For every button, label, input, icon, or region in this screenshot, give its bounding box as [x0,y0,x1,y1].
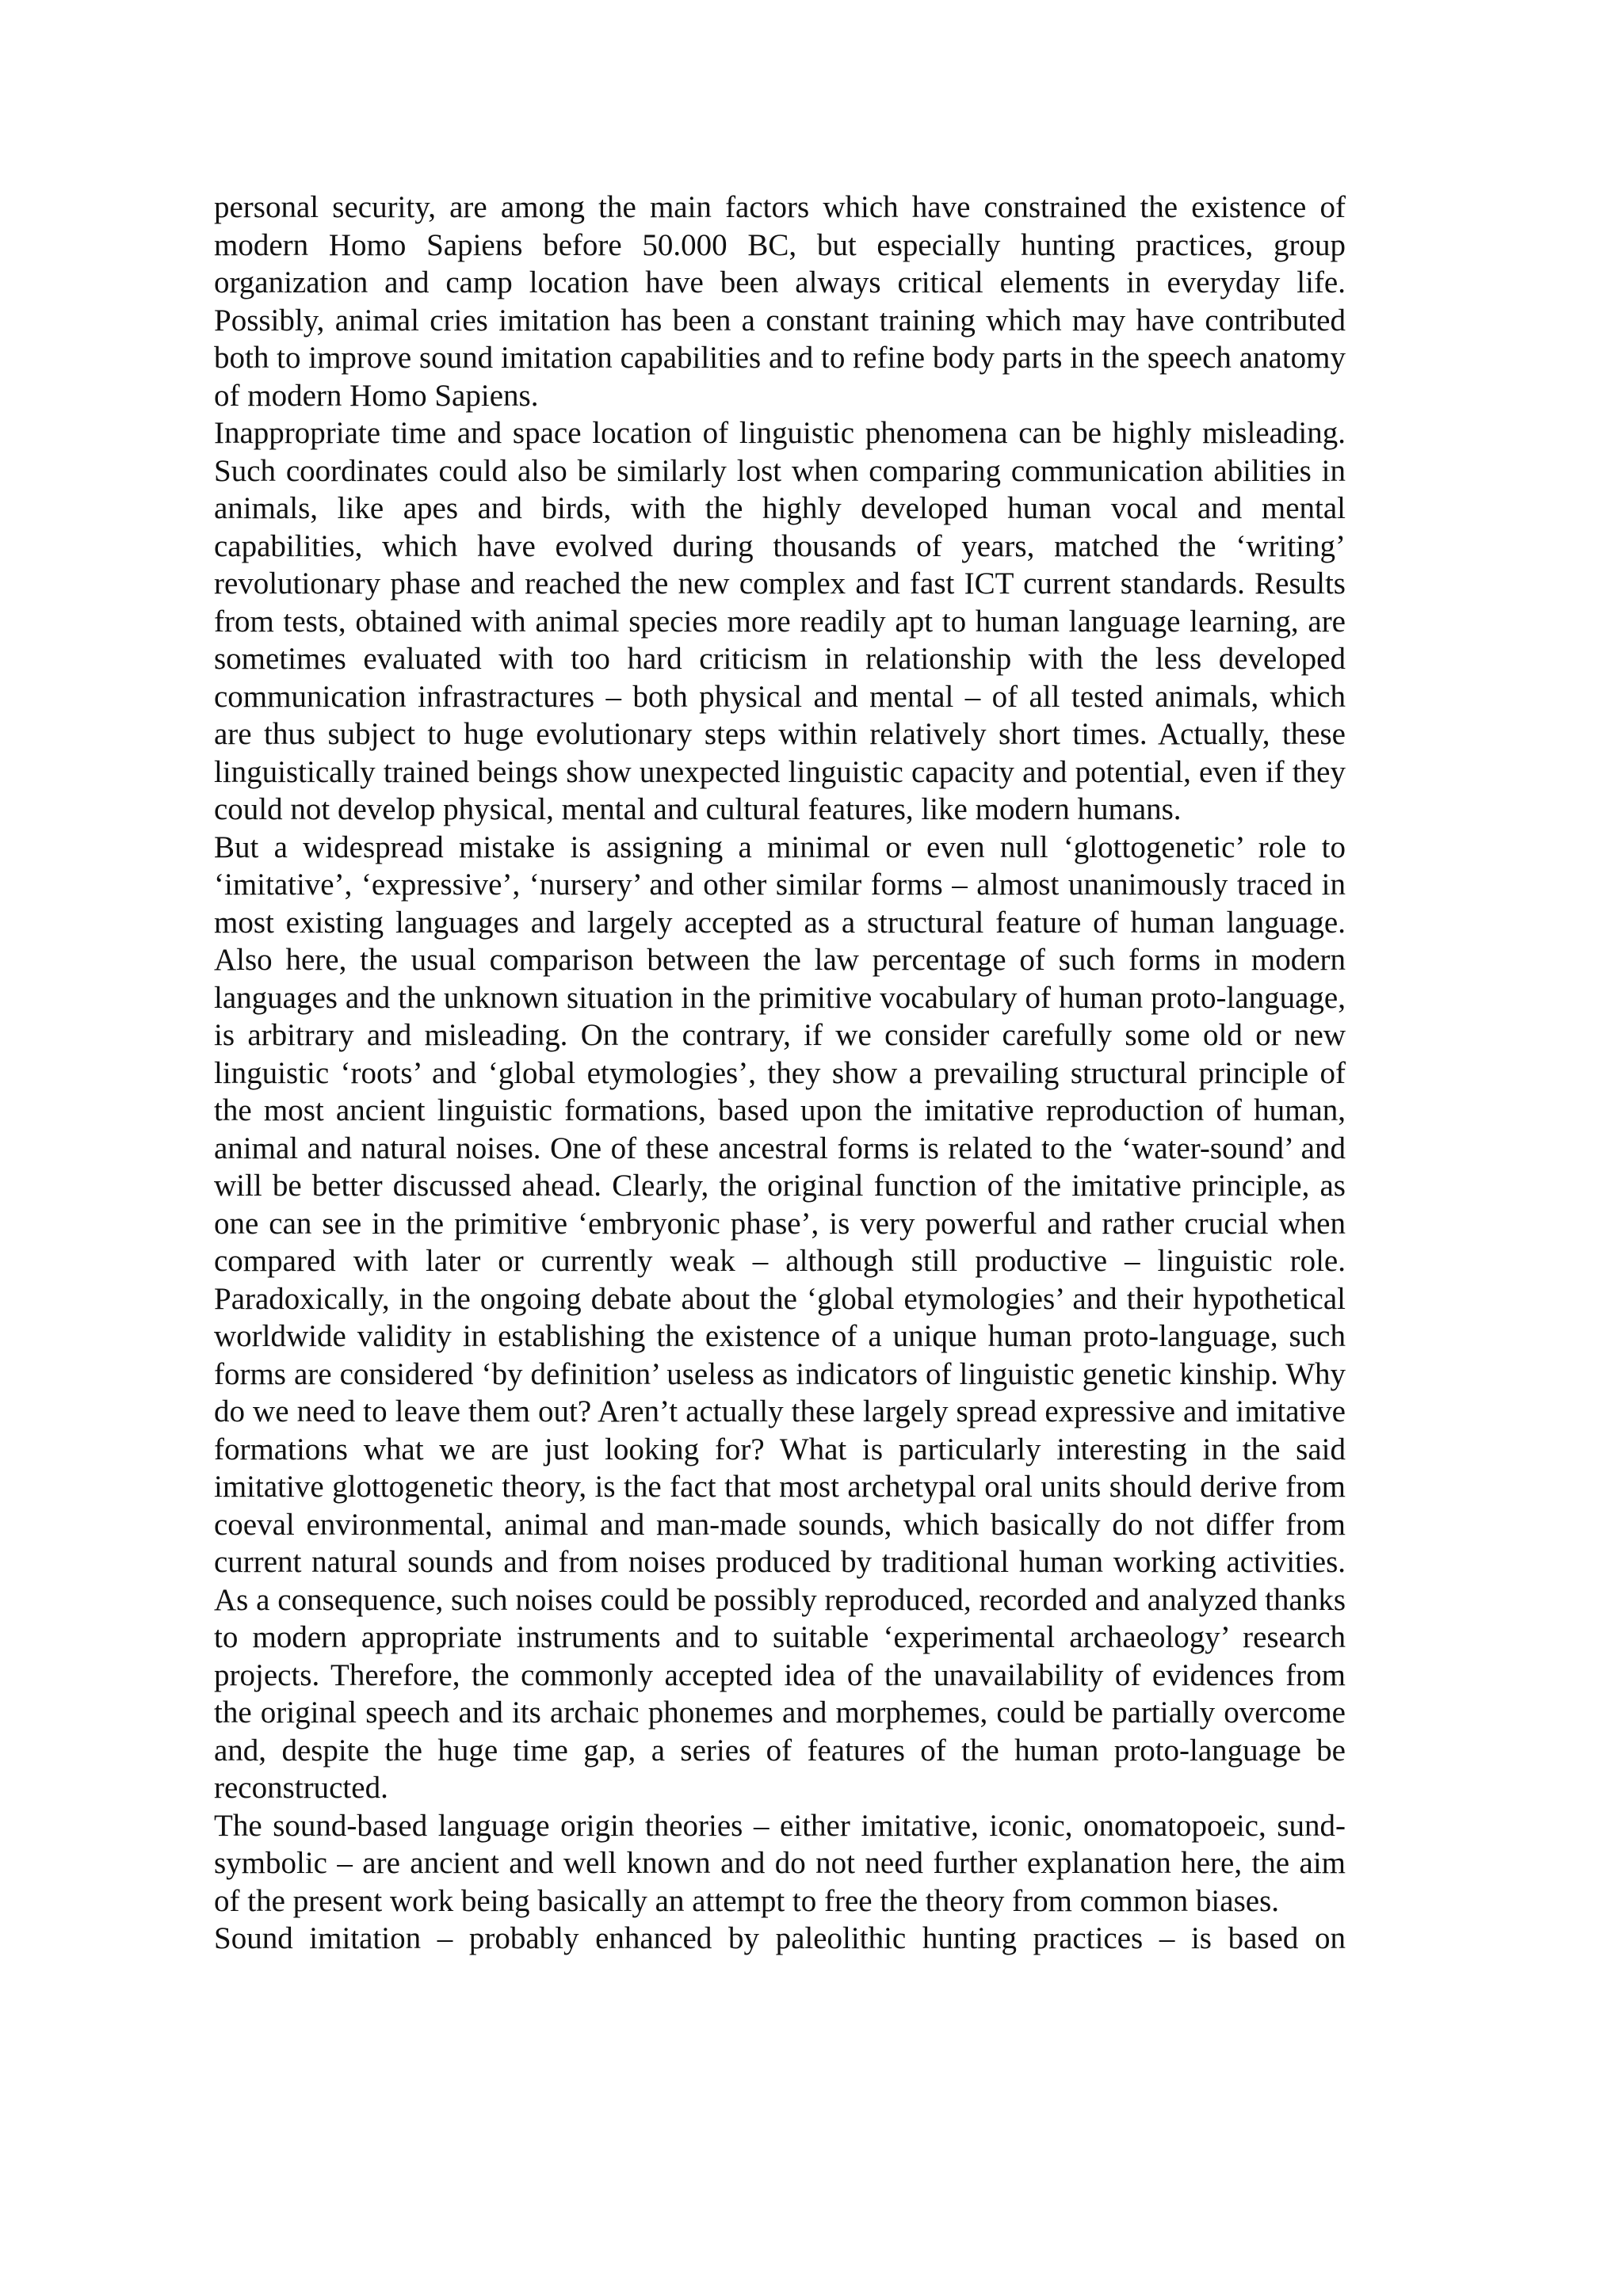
document-page [214,189,1346,1958]
paragraph-1: personal security, are among the main factors which have constrained the existence of modern Homo Sapiens before 50.000 BC, but especially hunting practices, group organization and camp location have been always critical elements in everyday life. Possibly, animal cries imitation has been a constant training which may have contributed both to improve sound imitation capabilities and to refine body parts in the speech anatomy of modern Homo Sapiens. [214,190,1346,413]
paragraph-4: The sound-based language origin theories – either imitative, iconic, onomatopoeic, sund-symbolic – are ancient and well known and do not need further explanation here, the aim of the present work being basically an attempt to free the theory from common biases. [214,1808,1346,1918]
paragraph-2: Inappropriate time and space location of linguistic phenomena can be highly misleading. Such coordinates could also be similarly lost when comparing communication abilities in animals, like apes and birds, with the highly developed human vocal and mental capabilities, which have evolved during thousands of years, matched the ‘writing’ revolutionary phase and reached the new complex and fast ICT current standards. Results from tests, obtained with animal species more readily apt to human language learning, are sometimes evaluated with too hard criticism in relationship with the less developed communication infrastractures – both physical and mental – of all tested animals, which are thus subject to huge evolutionary steps within relatively short times. Actually, these linguistically trained beings show unexpected linguistic capacity and potential, even if they could not develop physical, mental and cultural features, like modern humans. [214,416,1346,826]
paragraph-5: Sound imitation – probably enhanced by paleolithic hunting practices – is based on [214,1921,1346,1955]
paragraph-3: But a widespread mistake is assigning a minimal or even null ‘glottogenetic’ role to ‘imitative’, ‘expressive’, ‘nursery’ and other similar forms – almost unanimously traced in most existing languages and largely accepted as a structural feature of human language. Also here, the usual comparison between the law percentage of such forms in modern languages and the unknown situation in the primitive vocabulary of human proto-language, is arbitrary and misleading. On the contrary, if we consider carefully some old or new linguistic ‘roots’ and ‘global etymologies’, they show a prevailing structural principle of the most ancient linguistic formations, based upon the imitative reproduction of human, animal and natural noises. One of these ancestral forms is related to the ‘water-sound’ and will be better discussed ahead. Clearly, the original function of the imitative principle, as one can see in the primitive ‘embryonic phase’, is very powerful and rather crucial when compared with later or currently weak – although still productive – linguistic role. Paradoxically, in the ongoing debate about the ‘global etymologies’ and their hypothetical worldwide validity in establishing the existence of a unique human proto-language, such forms are considered ‘by definition’ useless as indicators of linguistic genetic kinship. Why do we need to leave them out? Aren’t actually these largely spread expressive and imitative formations what we are just looking for? What is particularly interesting in the said imitative glottogenetic theory, is the fact that most archetypal oral units should derive from coeval environmental, animal and man-made sounds, which basically do not differ from current natural sounds and from noises produced by traditional human working activities. As a consequence, such noises could be possibly reproduced, recorded and analyzed thanks to modern appropriate instruments and to suitable ‘experimental archaeology’ research projects. Therefore, the commonly accepted idea of the unavailability of evidences from the original speech and its archaic phonemes and morphemes, could be partially overcome and, despite the huge time gap, a series of features of the human proto-language be reconstructed. [214,830,1346,1805]
